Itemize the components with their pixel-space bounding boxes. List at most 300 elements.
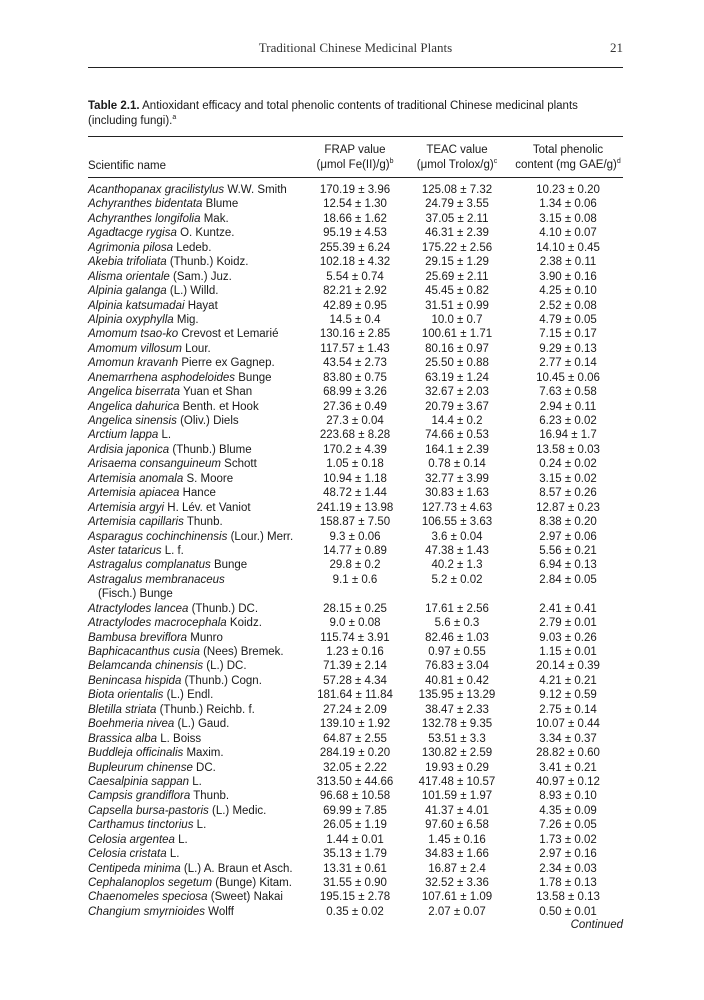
genus-species: Alpinia katsumadai	[88, 299, 185, 312]
frap-value: 241.19 ± 13.98	[316, 501, 394, 514]
genus-species: Benincasa hispida	[88, 674, 182, 687]
genus-species: Alpinia galanga	[88, 285, 167, 298]
teac-value: 17.61 ± 2.56	[425, 602, 489, 615]
table-row	[88, 486, 623, 500]
table-row	[88, 443, 623, 457]
table-row	[88, 876, 623, 890]
phenolic-value: 2.77 ± 0.14	[539, 357, 597, 370]
teac-value: 19.93 ± 0.29	[425, 761, 489, 774]
teac-value: 74.66 ± 0.53	[425, 429, 489, 442]
frap-header-line2	[307, 158, 403, 173]
scientific-name	[88, 732, 303, 746]
teac-value: 14.4 ± 0.2	[431, 415, 483, 427]
phenolic-value: 4.25 ± 0.10	[539, 285, 597, 298]
phenolic-value: 2.97 ± 0.16	[539, 848, 597, 861]
genus-species: Celosia cristata	[88, 848, 167, 861]
table-header-rule	[88, 177, 623, 178]
teac-value: 5.2 ± 0.02	[431, 573, 483, 586]
frap-value: 255.39 ± 6.24	[319, 241, 391, 254]
table-row	[88, 573, 623, 602]
authority: Bunge	[213, 559, 248, 572]
teac-value: 107.61 ± 1.09	[421, 891, 493, 904]
table-row	[88, 356, 623, 370]
scientific-name	[88, 183, 303, 197]
teac-value: 20.79 ± 3.67	[425, 400, 489, 413]
table-row	[88, 789, 623, 803]
phenolic-value: 2.97 ± 0.06	[539, 530, 597, 543]
teac-value: 80.16 ± 0.97	[425, 342, 489, 355]
phenolic-value: 40.97 ± 0.12	[536, 775, 600, 788]
phenolic-value: 2.41 ± 0.41	[539, 602, 597, 615]
scientific-name	[88, 746, 303, 760]
scientific-name	[88, 327, 303, 341]
authority: Benth. et Hook	[182, 400, 259, 413]
teac-value: 1.45 ± 0.16	[428, 833, 486, 846]
phenolic-value: 10.23 ± 0.20	[536, 184, 600, 196]
authority: Mig.	[176, 313, 199, 326]
phenolic-value: 1.15 ± 0.01	[539, 646, 597, 659]
frap-value: 115.74 ± 3.91	[320, 631, 390, 644]
frap-value: 313.50 ± 44.66	[316, 775, 394, 788]
table-row	[88, 270, 623, 284]
teac-value: 38.47 ± 2.33	[425, 703, 489, 716]
genus-species: Alpinia oxyphylla	[88, 313, 174, 326]
scientific-name	[88, 530, 303, 544]
genus-species: Asparagus cochinchinensis	[88, 530, 228, 543]
authority: Wolff	[208, 905, 234, 918]
teac-value: 0.97 ± 0.55	[428, 646, 486, 659]
scientific-name	[88, 472, 303, 486]
frap-value: 9.1 ± 0.6	[332, 573, 378, 586]
authority: Munro	[190, 631, 223, 644]
frap-value: 48.72 ± 1.44	[323, 487, 387, 500]
authority: Thunb.	[193, 790, 230, 803]
table-row	[88, 862, 623, 876]
teac-value: 2.07 ± 0.07	[428, 905, 486, 918]
phenolic-value: 2.34 ± 0.03	[539, 862, 597, 875]
phenolic-value: 6.94 ± 0.13	[539, 559, 597, 572]
phenolic-value: 9.29 ± 0.13	[539, 342, 597, 355]
table-row	[88, 645, 623, 659]
teac-value: 125.08 ± 7.32	[421, 184, 493, 196]
authority: Schott	[224, 458, 257, 471]
scientific-name	[88, 486, 303, 500]
table-header	[88, 143, 623, 177]
teac-value: 25.69 ± 2.11	[425, 270, 489, 283]
genus-species: Bupleurum chinense	[88, 761, 193, 774]
teac-value: 175.22 ± 2.56	[421, 241, 493, 254]
authority: L.	[192, 775, 202, 788]
scientific-name	[88, 703, 303, 717]
scientific-name	[88, 313, 303, 327]
teac-value: 5.6 ± 0.3	[434, 617, 480, 630]
phenolic-value: 3.15 ± 0.08	[539, 212, 597, 225]
table-row	[88, 732, 623, 746]
phenolic-header-line1: Total phenolic	[532, 144, 604, 156]
scientific-name	[88, 804, 303, 818]
genus-species: Amomun kravanh	[88, 357, 179, 370]
phenolic-value: 8.93 ± 0.10	[539, 790, 597, 803]
teac-value: 37.05 ± 2.11	[425, 212, 489, 225]
phenolic-value: 7.26 ± 0.05	[539, 819, 597, 832]
table-row	[88, 327, 623, 341]
table-body	[88, 183, 623, 919]
column-header-name: Scientific name	[88, 159, 166, 172]
genus-species: Alisma orientale	[88, 270, 170, 283]
teac-value: 46.31 ± 2.39	[425, 227, 489, 240]
authority: (Oliv.) Diels	[180, 415, 239, 427]
genus-species: Centipeda minima	[88, 862, 181, 875]
scientific-name	[88, 818, 303, 832]
table-row	[88, 775, 623, 789]
scientific-name	[88, 789, 303, 803]
table-row	[88, 241, 623, 255]
frap-value: 35.13 ± 1.79	[323, 848, 387, 861]
phenolic-value: 2.94 ± 0.11	[539, 400, 597, 413]
table-row	[88, 905, 623, 919]
genus-species: Achyranthes longifolia	[88, 212, 201, 225]
phenolic-value: 0.24 ± 0.02	[539, 458, 597, 471]
genus-species: Bambusa breviflora	[88, 631, 188, 644]
teac-value: 32.77 ± 3.99	[425, 472, 489, 485]
frap-value: 0.35 ± 0.02	[326, 905, 384, 918]
genus-species: Artemisia apiacea	[88, 487, 180, 500]
authority: L.	[169, 848, 180, 861]
genus-species: Boehmeria nivea	[88, 718, 175, 731]
genus-species: Carthamus tinctorius	[88, 819, 194, 832]
frap-value: 69.99 ± 7.85	[323, 804, 387, 817]
table-row	[88, 746, 623, 760]
frap-value: 27.3 ± 0.04	[326, 415, 384, 427]
genus-species: Arisaema consanguineum	[88, 458, 221, 471]
table-row	[88, 472, 623, 486]
authority: L.	[161, 429, 172, 442]
table-row	[88, 515, 623, 529]
teac-value: 63.19 ± 1.24	[425, 371, 489, 384]
phenolic-value: 4.79 ± 0.05	[539, 313, 597, 326]
table-row	[88, 544, 623, 558]
frap-value: 1.23 ± 0.16	[326, 646, 384, 659]
authority: (Fisch.) Bunge	[98, 588, 173, 601]
phenolic-value: 3.90 ± 0.16	[539, 270, 597, 283]
frap-value: 28.15 ± 0.25	[323, 602, 387, 615]
teac-value: 40.81 ± 0.42	[425, 674, 489, 687]
phenolic-value: 8.38 ± 0.20	[539, 516, 597, 529]
scientific-name	[88, 371, 303, 385]
scientific-name	[88, 717, 303, 731]
frap-value: 14.77 ± 0.89	[323, 544, 387, 557]
teac-value: 164.1 ± 2.39	[425, 443, 489, 456]
scientific-name	[88, 674, 303, 688]
scientific-name	[88, 414, 303, 428]
scientific-name	[88, 876, 303, 890]
authority: (L.) Gaud.	[177, 718, 230, 731]
frap-value: 82.21 ± 2.92	[323, 285, 387, 298]
authority: Lour.	[185, 342, 211, 355]
frap-value: 12.54 ± 1.30	[323, 198, 387, 211]
table-row	[88, 226, 623, 240]
table-row	[88, 212, 623, 226]
authority: L.	[178, 833, 188, 846]
teac-value: 101.59 ± 1.97	[421, 790, 493, 803]
teac-value: 76.83 ± 3.04	[425, 660, 489, 673]
scientific-name	[88, 631, 303, 645]
scientific-name	[88, 862, 303, 876]
teac-header-unit: (μmol Trolox/g)	[416, 158, 494, 171]
authority: Pierre ex Gagnep.	[181, 357, 275, 370]
genus-species: Cephalanoplos segetum	[88, 877, 213, 890]
teac-value: 31.51 ± 0.99	[425, 299, 489, 312]
frap-value: 9.0 ± 0.08	[329, 617, 381, 630]
phenolic-value: 9.12 ± 0.59	[539, 689, 597, 702]
table-row	[88, 313, 623, 327]
running-title: Traditional Chinese Medicinal Plants	[258, 40, 453, 55]
phenolic-value: 10.07 ± 0.44	[536, 718, 600, 731]
authority: Crevost et Lemarié	[181, 328, 279, 341]
frap-value: 68.99 ± 3.26	[323, 386, 387, 399]
frap-value: 195.15 ± 2.78	[319, 891, 391, 904]
phenolic-value: 2.79 ± 0.01	[539, 617, 597, 630]
scientific-name	[88, 284, 303, 298]
scientific-name	[88, 602, 303, 616]
frap-value: 181.64 ± 11.84	[317, 689, 393, 702]
phenolic-value: 2.52 ± 0.08	[539, 299, 597, 312]
genus-species: Acanthopanax gracilistylus	[88, 184, 225, 196]
phenolic-value: 9.03 ± 0.26	[539, 631, 597, 644]
scientific-name	[88, 659, 303, 673]
frap-value: 223.68 ± 8.28	[319, 429, 391, 442]
genus-species: Atractylodes macrocephala	[88, 617, 227, 630]
table-row	[88, 890, 623, 904]
teac-value: 132.78 ± 9.35	[421, 718, 493, 731]
genus-species: Brassica alba	[88, 732, 158, 745]
authority: Bunge	[238, 371, 272, 384]
table-row	[88, 457, 623, 471]
column-header-frap	[307, 143, 403, 172]
scientific-name	[88, 833, 303, 847]
table-row	[88, 428, 623, 442]
phenolic-value: 4.35 ± 0.09	[539, 804, 597, 817]
phenolic-value: 28.82 ± 0.60	[536, 747, 600, 760]
scientific-name	[88, 212, 303, 226]
teac-value: 53.51 ± 3.3	[428, 732, 486, 745]
frap-value: 43.54 ± 2.73	[323, 357, 387, 370]
authority: DC.	[196, 761, 216, 774]
teac-value: 3.6 ± 0.04	[431, 530, 483, 543]
authority: (L.) Willd.	[169, 285, 219, 298]
phenolic-header-line2	[513, 158, 623, 173]
column-header-teac	[407, 143, 507, 172]
genus-species: Ardisia japonica	[88, 443, 170, 456]
frap-footnote-mark: b	[389, 157, 394, 165]
genus-species: Achyranthes bidentata	[88, 198, 203, 211]
frap-value: 158.87 ± 7.50	[319, 516, 391, 529]
frap-value: 42.89 ± 0.95	[323, 299, 387, 312]
authority: (Thunb.) Blume	[172, 443, 252, 456]
teac-value: 417.48 ± 10.57	[418, 775, 496, 788]
frap-value: 95.19 ± 4.53	[323, 227, 387, 240]
teac-value: 34.83 ± 1.66	[425, 848, 489, 861]
teac-value: 127.73 ± 4.63	[421, 501, 493, 514]
scientific-name	[88, 573, 303, 602]
frap-value: 1.05 ± 0.18	[326, 458, 384, 471]
table-row	[88, 414, 623, 428]
scientific-name	[88, 616, 303, 630]
table-row	[88, 818, 623, 832]
teac-value: 16.87 ± 2.4	[428, 862, 486, 875]
phenolic-value: 20.14 ± 0.39	[536, 660, 600, 673]
authority: Hance	[182, 487, 216, 500]
genus-species: Artemisia capillaris	[88, 516, 184, 529]
phenolic-value: 3.34 ± 0.37	[539, 732, 597, 745]
frap-value: 32.05 ± 2.22	[323, 761, 387, 774]
frap-value: 1.44 ± 0.01	[326, 833, 384, 846]
teac-value: 24.79 ± 3.55	[425, 198, 489, 211]
genus-species: Capsella bursa-pastoris	[88, 804, 209, 817]
genus-species: Amomum villosum	[88, 342, 182, 355]
genus-species: Bletilla striata	[88, 703, 157, 716]
frap-value: 284.19 ± 0.20	[319, 747, 391, 760]
table-row	[88, 717, 623, 731]
table-top-rule	[88, 136, 623, 137]
authority: Ledeb.	[176, 241, 212, 254]
table-row	[88, 761, 623, 775]
authority: (Thunb.) Koidz.	[169, 256, 249, 269]
frap-value: 9.3 ± 0.06	[329, 530, 381, 543]
table-row	[88, 833, 623, 847]
genus-species: Arctium lappa	[88, 429, 159, 442]
authority: (L.) DC.	[206, 660, 247, 673]
table-row	[88, 530, 623, 544]
caption-footnote-mark: a	[172, 114, 177, 122]
scientific-name	[88, 558, 303, 572]
table-row	[88, 703, 623, 717]
genus-species: Artemisia anomala	[88, 472, 184, 485]
genus-species: Chaenomeles speciosa	[88, 891, 208, 904]
authority: L. Boiss	[160, 732, 202, 745]
table-row	[88, 371, 623, 385]
continued-note: Continued	[570, 919, 623, 931]
frap-value: 27.24 ± 2.09	[323, 703, 387, 716]
teac-value: 97.60 ± 6.58	[425, 819, 489, 832]
scientific-name	[88, 775, 303, 789]
phenolic-value: 4.10 ± 0.07	[539, 227, 597, 240]
caption-text: Antioxidant efficacy and total phenolic contents of traditional Chinese medicinal plants (including fungi).	[88, 100, 578, 127]
frap-value: 117.57 ± 1.43	[320, 342, 390, 355]
phenolic-value: 14.10 ± 0.45	[536, 241, 600, 254]
genus-species: Baphicacanthus cusia	[88, 646, 200, 659]
frap-value: 96.68 ± 10.58	[319, 790, 391, 803]
authority: (Bunge) Kitam.	[215, 877, 292, 890]
frap-value: 130.16 ± 2.85	[319, 328, 391, 341]
genus-species: Agadtacge rygisa	[88, 227, 177, 240]
genus-species: Aster tataricus	[88, 544, 162, 557]
scientific-name	[88, 761, 303, 775]
scientific-name	[88, 905, 303, 919]
authority: (Nees) Bremek.	[203, 646, 284, 659]
scientific-name	[88, 299, 303, 313]
authority: (L.) Medic.	[212, 804, 267, 817]
genus-species: Angelica dahurica	[88, 400, 180, 413]
scientific-name	[88, 400, 303, 414]
phenolic-value: 3.41 ± 0.21	[539, 761, 597, 774]
teac-value: 106.55 ± 3.63	[421, 516, 493, 529]
scientific-name	[88, 890, 303, 904]
scientific-name	[88, 241, 303, 255]
phenolic-header-unit: content (mg GAE/g)	[515, 158, 617, 171]
running-head	[88, 40, 623, 60]
teac-value: 47.38 ± 1.43	[425, 544, 489, 557]
phenolic-value: 4.21 ± 0.21	[539, 674, 597, 687]
teac-value: 29.15 ± 1.29	[425, 256, 489, 269]
genus-species: Changium smyrnioides	[88, 905, 205, 918]
scientific-name	[88, 385, 303, 399]
table-row	[88, 299, 623, 313]
header-rule	[88, 67, 623, 68]
scientific-name	[88, 688, 303, 702]
table-row	[88, 342, 623, 356]
authority: L. f.	[164, 544, 184, 557]
teac-value: 135.95 ± 13.29	[418, 689, 496, 702]
authority: (Thunb.) Reichb. f.	[159, 703, 255, 716]
genus-species: Astragalus membranaceus	[88, 573, 225, 586]
scientific-name	[88, 501, 303, 515]
frap-value: 26.05 ± 1.19	[323, 819, 387, 832]
authority: Yuan et Shan	[183, 386, 253, 399]
genus-species: Belamcanda chinensis	[88, 660, 204, 673]
scientific-name	[88, 428, 303, 442]
authority: Thunb.	[186, 516, 223, 529]
genus-species: Akebia trifoliata	[88, 256, 167, 269]
phenolic-value: 3.15 ± 0.02	[539, 472, 597, 485]
frap-value: 57.28 ± 4.34	[323, 674, 387, 687]
column-header-phenolic	[513, 143, 623, 172]
teac-value: 41.37 ± 4.01	[425, 804, 489, 817]
table-row	[88, 183, 623, 197]
authority: Blume	[205, 198, 239, 211]
scientific-name	[88, 645, 303, 659]
authority: (Thunb.) DC.	[191, 602, 259, 615]
teac-value: 0.78 ± 0.14	[428, 458, 486, 471]
frap-value: 5.54 ± 0.74	[326, 270, 384, 283]
phenolic-value: 13.58 ± 0.03	[536, 443, 600, 456]
teac-value: 82.46 ± 1.03	[425, 631, 489, 644]
phenolic-value: 7.15 ± 0.17	[539, 328, 597, 341]
scientific-name	[88, 443, 303, 457]
teac-value: 30.83 ± 1.63	[425, 487, 489, 500]
authority: O. Kuntze.	[180, 227, 235, 240]
frap-value: 64.87 ± 2.55	[323, 732, 387, 745]
teac-footnote-mark: c	[493, 157, 498, 165]
authority: (L.) Endl.	[166, 689, 214, 702]
scientific-name	[88, 270, 303, 284]
authority: (Sweet) Nakai	[210, 891, 283, 904]
teac-value: 40.2 ± 1.3	[431, 559, 483, 572]
authority: Mak.	[203, 212, 229, 225]
genus-species: Campsis grandiflora	[88, 790, 191, 803]
authority: Hayat	[187, 299, 218, 312]
phenolic-value: 2.38 ± 0.11	[539, 256, 597, 269]
frap-value: 27.36 ± 0.49	[323, 400, 387, 413]
table-row	[88, 400, 623, 414]
frap-value: 10.94 ± 1.18	[323, 472, 387, 485]
genus-species: Artemisia argyi	[88, 501, 165, 514]
frap-value: 29.8 ± 0.2	[329, 559, 381, 572]
frap-value: 170.2 ± 4.39	[323, 443, 387, 456]
table-row	[88, 616, 623, 630]
table-row	[88, 284, 623, 298]
scientific-name	[88, 342, 303, 356]
